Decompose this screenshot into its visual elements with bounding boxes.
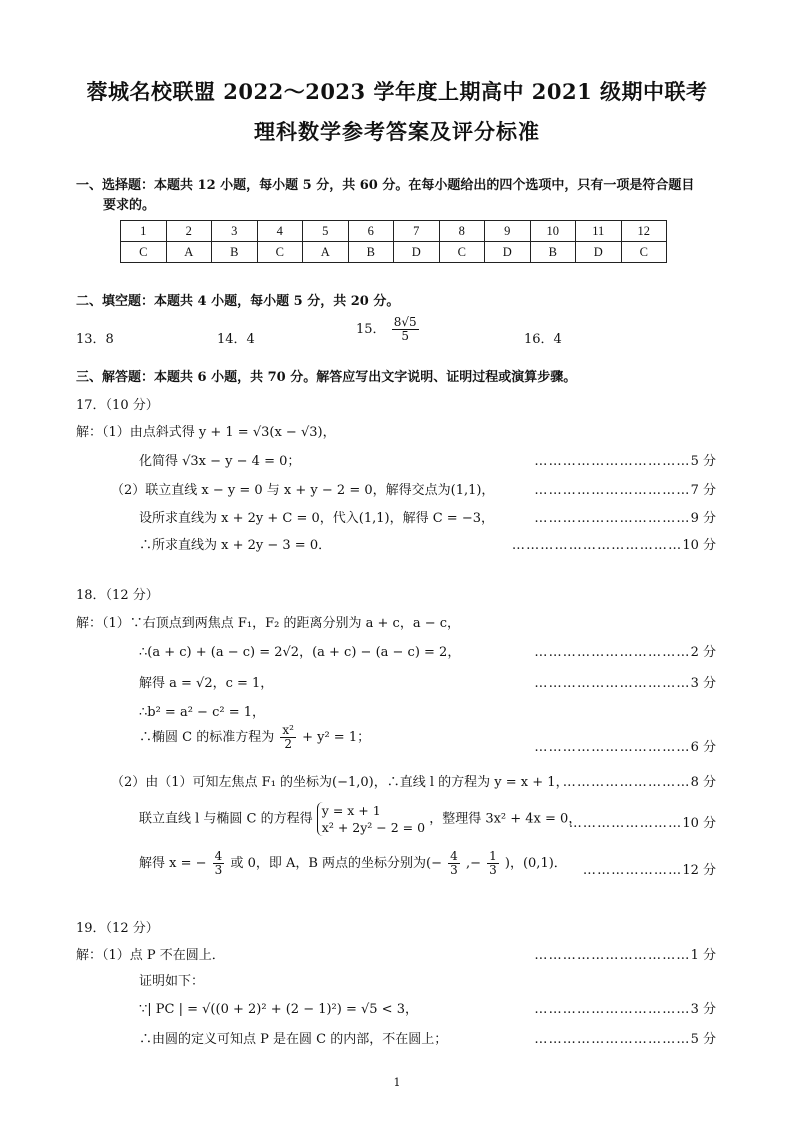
q18-score-3: ……………………………3 分 — [534, 676, 716, 691]
q18-line5: ∴椭圆 C 的标准方程为 $\frac{\text{x²}}{2}$ + y² = 1； — [139, 723, 371, 751]
q-number: 5 — [303, 221, 349, 242]
q-number: 9 — [485, 221, 531, 242]
q-number: 7 — [394, 221, 440, 242]
q18-line6: （2）由（1）可知左焦点 F₁ 的坐标为(−1,0)，∴直线 l 的方程为 y = x + 1， — [111, 775, 569, 790]
page-number: 1 — [393, 1076, 401, 1089]
q17-line1: 解：（1）由点斜式得 y + 1 = √3(x − √3)， — [76, 425, 336, 440]
q-number: 4 — [257, 221, 303, 242]
ellipse-fraction: $\frac{\text{x²}}{2}$ — [282, 723, 294, 751]
fill-answer-15-label: 15． — [356, 322, 386, 337]
section3-heading: 三、解答题：本题共 6 小题，共 70 分。解答应写出文字说明、证明过程或演算步骤。 — [76, 370, 577, 385]
q18-score-2: ……………………………2 分 — [534, 645, 716, 660]
q17-line5: ∴所求直线为 x + 2y − 3 = 0． — [139, 538, 332, 553]
fill-answer-14: 14．4 — [217, 332, 255, 347]
title-line-2: 理科数学参考答案及评分标准 — [254, 119, 540, 144]
q-number: 12 — [621, 221, 667, 242]
equation-system: y = x + 1 x² + 2y² − 2 = 0 — [317, 802, 425, 836]
q18-line1: 解：（1）∵右顶点到两焦点 F₁，F₂ 的距离分别为 a + c，a − c， — [76, 616, 461, 631]
q18-line3: 解得 a = √2，c = 1， — [139, 676, 274, 691]
q18-line8: 解得 x = − $\frac{4}{3}$ 或 0，即 A，B 两点的坐标分别为(− $\frac{4}{3}$ ,− $\frac{1}{3}$ )，(0,1)． — [139, 849, 567, 877]
q-answer: D — [394, 242, 440, 263]
q19-line2: 证明如下： — [139, 974, 205, 989]
q-answer: B — [530, 242, 576, 263]
q18-score-12: …………………12 分 — [582, 863, 716, 878]
answer-table-answer-row — [121, 242, 667, 263]
q18-score-6: ……………………………6 分 — [534, 740, 716, 755]
q19-line1: 解：（1）点 P 不在圆上． — [76, 948, 225, 963]
q17-line2: 化简得 √3x − y − 4 = 0； — [139, 454, 301, 469]
q-answer: D — [485, 242, 531, 263]
q-number: 6 — [348, 221, 394, 242]
q18-score-10: ……………………10 分 — [568, 816, 716, 831]
q-number: 10 — [530, 221, 576, 242]
fraction-4-3: $\frac{4}{3}$ — [450, 849, 458, 877]
section2-heading: 二、填空题：本题共 4 小题，每小题 5 分，共 20 分。 — [76, 294, 400, 309]
q18-line4: ∴b² = a² − c² = 1， — [139, 705, 266, 720]
q-answer: B — [348, 242, 394, 263]
q-number: 8 — [439, 221, 485, 242]
q17-score-7: ……………………………7 分 — [534, 483, 716, 498]
q-number: 3 — [212, 221, 258, 242]
q17-score-5: ……………………………5 分 — [534, 454, 716, 469]
q19-score-5: ……………………………5 分 — [534, 1032, 716, 1047]
q17-header: 17．（10 分） — [76, 398, 159, 413]
fraction-4-3: $\frac{4}{3}$ — [214, 849, 223, 877]
q18-line7: 联立直线 l 与椭圆 C 的方程得 y = x + 1 x² + 2y² − 2 = 0 ，整理得 3x² + 4x = 0， — [139, 803, 582, 835]
q17-score-10: ………………………………10 分 — [511, 538, 716, 553]
q19-line3: ∵| PC | = √((0 + 2)² + (2 − 1)²) = √5 < 3， — [139, 1002, 418, 1017]
q18-header: 18．（12 分） — [76, 588, 159, 603]
q19-line4: ∴由圆的定义可知点 P 是在圆 C 的内部，不在圆上； — [139, 1032, 448, 1047]
section1-heading-cont: 要求的。 — [103, 198, 156, 213]
q18-line2: ∴(a + c) + (a − c) = 2√2，(a + c) − (a − c) = 2， — [139, 645, 461, 660]
q17-line3: （2）联立直线 x − y = 0 与 x + y − 2 = 0，解得交点为(1,1)， — [111, 483, 495, 498]
denominator: 5 — [401, 329, 409, 343]
q17-line4: 设所求直线为 x + 2y + C = 0，代入(1,1)，解得 C = −3， — [139, 511, 494, 526]
fill-answer-13: 13．8 — [76, 332, 114, 347]
fraction-1-3: $\frac{1}{3}$ — [489, 849, 497, 877]
answer-table-number-row — [121, 221, 667, 242]
fill-answer-15 — [356, 316, 421, 343]
q-answer: A — [303, 242, 349, 263]
q-answer: D — [576, 242, 622, 263]
q-number: 11 — [576, 221, 622, 242]
q-answer: C — [621, 242, 667, 263]
q18-score-8: ………………………8 分 — [562, 775, 716, 790]
title-line-1: 蓉城名校联盟 2022～2023 学年度上期高中 2021 级期中联考 — [86, 79, 708, 104]
q19-header: 19．（12 分） — [76, 921, 159, 936]
q19-score-3: ……………………………3 分 — [534, 1002, 716, 1017]
answer-table — [120, 220, 667, 263]
q-number: 1 — [121, 221, 167, 242]
q-answer: C — [439, 242, 485, 263]
q-answer: C — [257, 242, 303, 263]
fill-answer-16: 16．4 — [524, 332, 562, 347]
q-answer: A — [166, 242, 212, 263]
q-number: 2 — [166, 221, 212, 242]
numerator: 8√5 — [393, 315, 417, 329]
section1-heading: 一、选择题：本题共 12 小题，每小题 5 分，共 60 分。在每小题给出的四个选项中，只有一项是符合题目 — [76, 178, 695, 193]
fill-answer-15-fraction — [392, 316, 419, 343]
q-answer: C — [121, 242, 167, 263]
q-answer: B — [212, 242, 258, 263]
q17-score-9: ……………………………9 分 — [534, 511, 716, 526]
q19-score-1: ……………………………1 分 — [534, 948, 716, 963]
